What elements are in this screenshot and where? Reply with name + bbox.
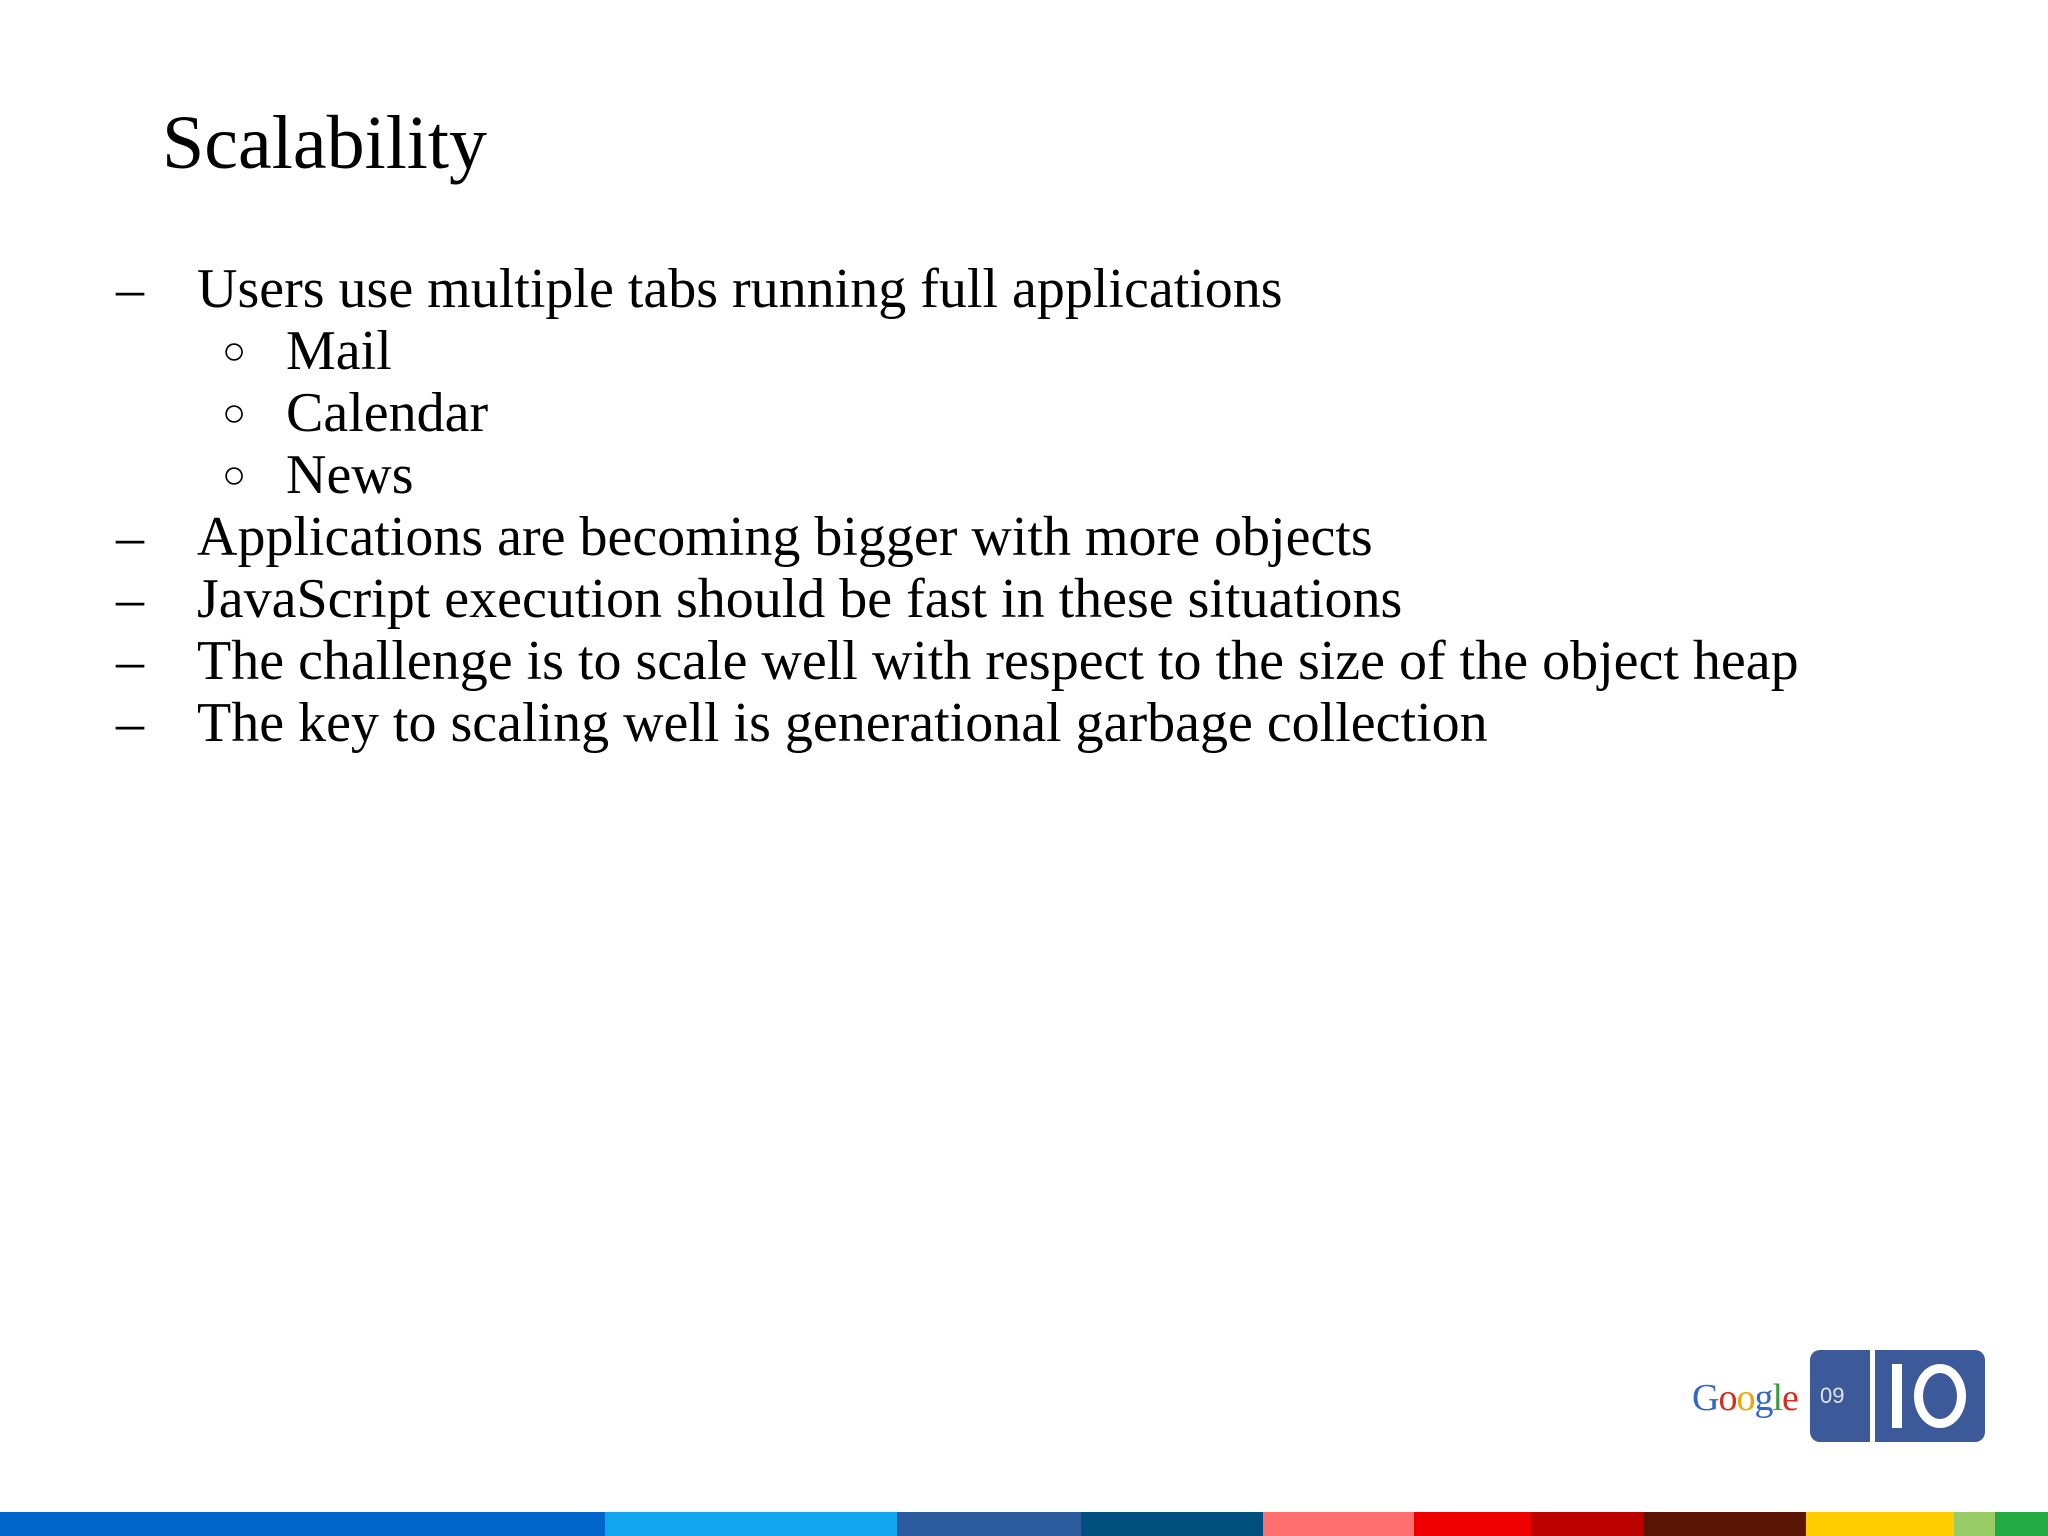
bullet-text: Applications are becoming bigger with more objects	[197, 506, 1373, 568]
stripe-segment	[1531, 1512, 1644, 1536]
stripe-segment	[1644, 1512, 1806, 1536]
google-letter: o	[1718, 1377, 1737, 1419]
logo-year: 09	[1820, 1383, 1845, 1408]
sub-bullet-text: Mail	[286, 320, 392, 382]
google-letter: g	[1754, 1377, 1773, 1419]
stripe-segment	[1995, 1512, 2048, 1536]
google-letter: G	[1692, 1377, 1719, 1419]
stripe-segment	[1954, 1512, 1995, 1536]
stripe-segment	[897, 1512, 1081, 1536]
bullet-text: The key to scaling well is generational garbage collection	[197, 692, 1488, 754]
io-letter-i-icon	[1892, 1364, 1902, 1428]
circle-bullet-icon: ○	[222, 452, 247, 497]
stripe-segment	[605, 1512, 897, 1536]
dash-bullet-icon: –	[116, 258, 144, 320]
bullet-list	[0, 258, 2048, 754]
bullet-text: Users use multiple tabs running full applications	[197, 258, 1283, 320]
io-letter-o-icon	[1914, 1364, 1966, 1428]
google-io-logo-icon	[1690, 1350, 1985, 1444]
google-wordmark	[1692, 1374, 1798, 1422]
footer-color-stripe	[0, 1512, 2048, 1536]
bullet-text: JavaScript execution should be fast in these situations	[197, 568, 1403, 630]
google-letter: e	[1782, 1377, 1798, 1419]
slide-title: Scalability	[162, 101, 488, 185]
sub-bullet-item	[0, 444, 2048, 506]
bullet-item	[0, 258, 2048, 320]
logo-divider	[1870, 1350, 1875, 1442]
stripe-segment	[1263, 1512, 1414, 1536]
circle-bullet-icon: ○	[222, 328, 247, 373]
bullet-item	[0, 692, 2048, 754]
dash-bullet-icon: –	[116, 630, 144, 692]
sub-bullet-text: News	[286, 444, 414, 506]
bullet-item	[0, 568, 2048, 630]
sub-bullet-text: Calendar	[286, 382, 489, 444]
dash-bullet-icon: –	[116, 506, 144, 568]
dash-bullet-icon: –	[116, 568, 144, 630]
bullet-item	[0, 506, 2048, 568]
stripe-segment	[1081, 1512, 1263, 1536]
stripe-segment	[0, 1512, 605, 1536]
sub-bullet-item	[0, 382, 2048, 444]
stripe-segment	[1414, 1512, 1531, 1536]
google-letter: o	[1736, 1377, 1755, 1419]
bullet-item	[0, 630, 2048, 692]
sub-bullet-item	[0, 320, 2048, 382]
google-letter: l	[1772, 1377, 1783, 1419]
bullet-text: The challenge is to scale well with respect to the size of the object heap	[197, 630, 1799, 692]
circle-bullet-icon: ○	[222, 390, 247, 435]
io-badge	[1810, 1350, 1985, 1442]
stripe-segment	[1806, 1512, 1954, 1536]
dash-bullet-icon: –	[116, 692, 144, 754]
